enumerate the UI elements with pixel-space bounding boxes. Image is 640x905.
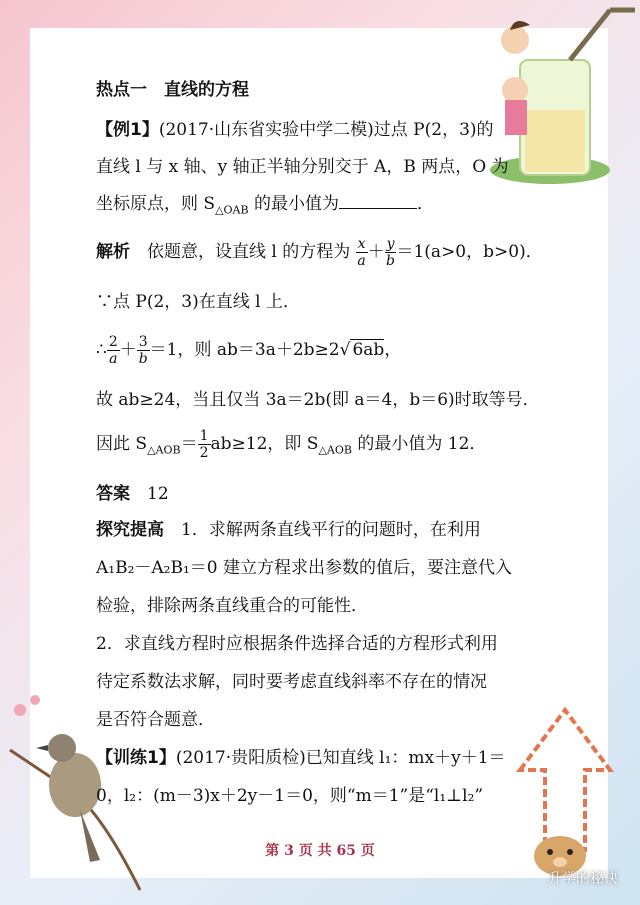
frac-den: 2 bbox=[199, 445, 209, 461]
example-text-3: 坐标原点，则 S bbox=[96, 194, 216, 214]
subscript-2: △AOB bbox=[318, 443, 352, 457]
section-heading: 热点一 直线的方程 bbox=[96, 80, 249, 100]
plus-sign: ＋ bbox=[367, 242, 385, 262]
analysis-line-2: ∵点 P(2，3)在直线 l 上． bbox=[96, 292, 300, 312]
frac-num: 1 bbox=[199, 428, 209, 444]
example-line-3: 坐标原点，则 $S_{\triangle OAB}$ 的最小值为 ． bbox=[96, 194, 434, 217]
answer-value: 12 bbox=[147, 484, 169, 504]
training-line-1 bbox=[96, 746, 506, 770]
explore-line-4: 2．求直线方程时应根据条件选择合适的方程形式利用 bbox=[96, 634, 498, 654]
analysis-text-5c: 的最小值为 12． bbox=[351, 434, 487, 454]
answer-line bbox=[96, 482, 169, 506]
analysis-label: 解析 bbox=[96, 242, 130, 262]
training-label: 【训练1】 bbox=[96, 748, 176, 768]
example-line-1 bbox=[96, 118, 494, 142]
analysis-text-1: 依题意，设直线 l 的方程为 bbox=[130, 242, 351, 262]
therefore-sign: ∴ bbox=[96, 340, 107, 360]
explore-line-5: 待定系数法求解，同时要考虑直线斜率不存在的情况 bbox=[96, 672, 487, 692]
example-text-1: (2017·山东省实验中学二模)过点 P(2，3)的 bbox=[158, 120, 494, 140]
explore-label: 探究提高 bbox=[96, 520, 164, 540]
equals-sign: ＝ bbox=[180, 434, 198, 454]
answer-blank bbox=[339, 194, 417, 209]
example-label: 【例1】 bbox=[96, 120, 159, 140]
explore-line-6: 是否符合题意． bbox=[96, 710, 215, 730]
frac-den: a bbox=[109, 351, 118, 367]
example-subscript: △OAB bbox=[215, 203, 249, 217]
fraction-y-over-b bbox=[385, 236, 397, 269]
analysis-text-3: ＝1，则 ab＝3a＋2b≥2 bbox=[149, 340, 340, 360]
watermark: 升学的秘诀 bbox=[548, 871, 618, 887]
analysis-text-3b: ， bbox=[384, 340, 402, 360]
subscript: △AOB bbox=[147, 443, 181, 457]
explore-line-1 bbox=[96, 518, 481, 542]
training-line-2: 0，l₂：(m－3)x＋2y－1＝0，则“m＝1”是“l₁⊥l₂” bbox=[96, 786, 484, 806]
frac-num: 3 bbox=[138, 334, 148, 350]
frac-num: y bbox=[386, 236, 395, 252]
frac-den: a bbox=[357, 253, 366, 269]
fraction-2-over-a bbox=[107, 334, 120, 367]
fraction-1-over-2 bbox=[198, 428, 211, 461]
fraction-3-over-b bbox=[137, 334, 150, 367]
page-footer: 第 3 页 共 65 页 bbox=[265, 843, 375, 859]
explore-text-1: 1．求解两条直线平行的问题时，在利用 bbox=[164, 520, 481, 540]
analysis-text-5b: ab≥12，即 S bbox=[210, 434, 319, 454]
analysis-line-1 bbox=[96, 236, 543, 269]
answer-label: 答案 bbox=[96, 484, 130, 504]
training-text-1: (2017·贵阳质检)已知直线 l₁：mx＋y＋1＝ bbox=[175, 748, 506, 768]
analysis-line-3: ∴ $\frac{2}{a}$ ＋ $\frac{3}{b}$ ＝1，则 ab＝3a＋2b≥2√ 6ab， bbox=[96, 334, 402, 367]
frac-num: 2 bbox=[108, 334, 118, 350]
example-line-2: 直线 l 与 x 轴、y 轴正半轴分别交于 A，B 两点，O 为 bbox=[96, 157, 509, 177]
analysis-line-4: 故 ab≥24，当且仅当 3a＝2b(即 a＝4，b＝6)时取等号． bbox=[96, 390, 540, 410]
plus-sign: ＋ bbox=[119, 340, 137, 360]
analysis-text-5: 因此 S bbox=[96, 434, 148, 454]
analysis-text-1b: ＝1(a>0，b>0)． bbox=[396, 242, 543, 262]
sqrt-content: 6ab bbox=[352, 340, 385, 360]
frac-num: x bbox=[357, 236, 366, 252]
example-text-3b: 的最小值为 bbox=[248, 194, 339, 214]
analysis-line-5 bbox=[96, 428, 486, 462]
frac-den: b bbox=[386, 253, 395, 269]
fraction-x-over-a bbox=[356, 236, 368, 269]
explore-line-2: A₁B₂－A₂B₁＝0 建立方程求出参数的值后，要注意代入 bbox=[96, 558, 513, 578]
explore-line-3: 检验，排除两条直线重合的可能性． bbox=[96, 596, 368, 616]
frac-den: b bbox=[138, 351, 148, 367]
